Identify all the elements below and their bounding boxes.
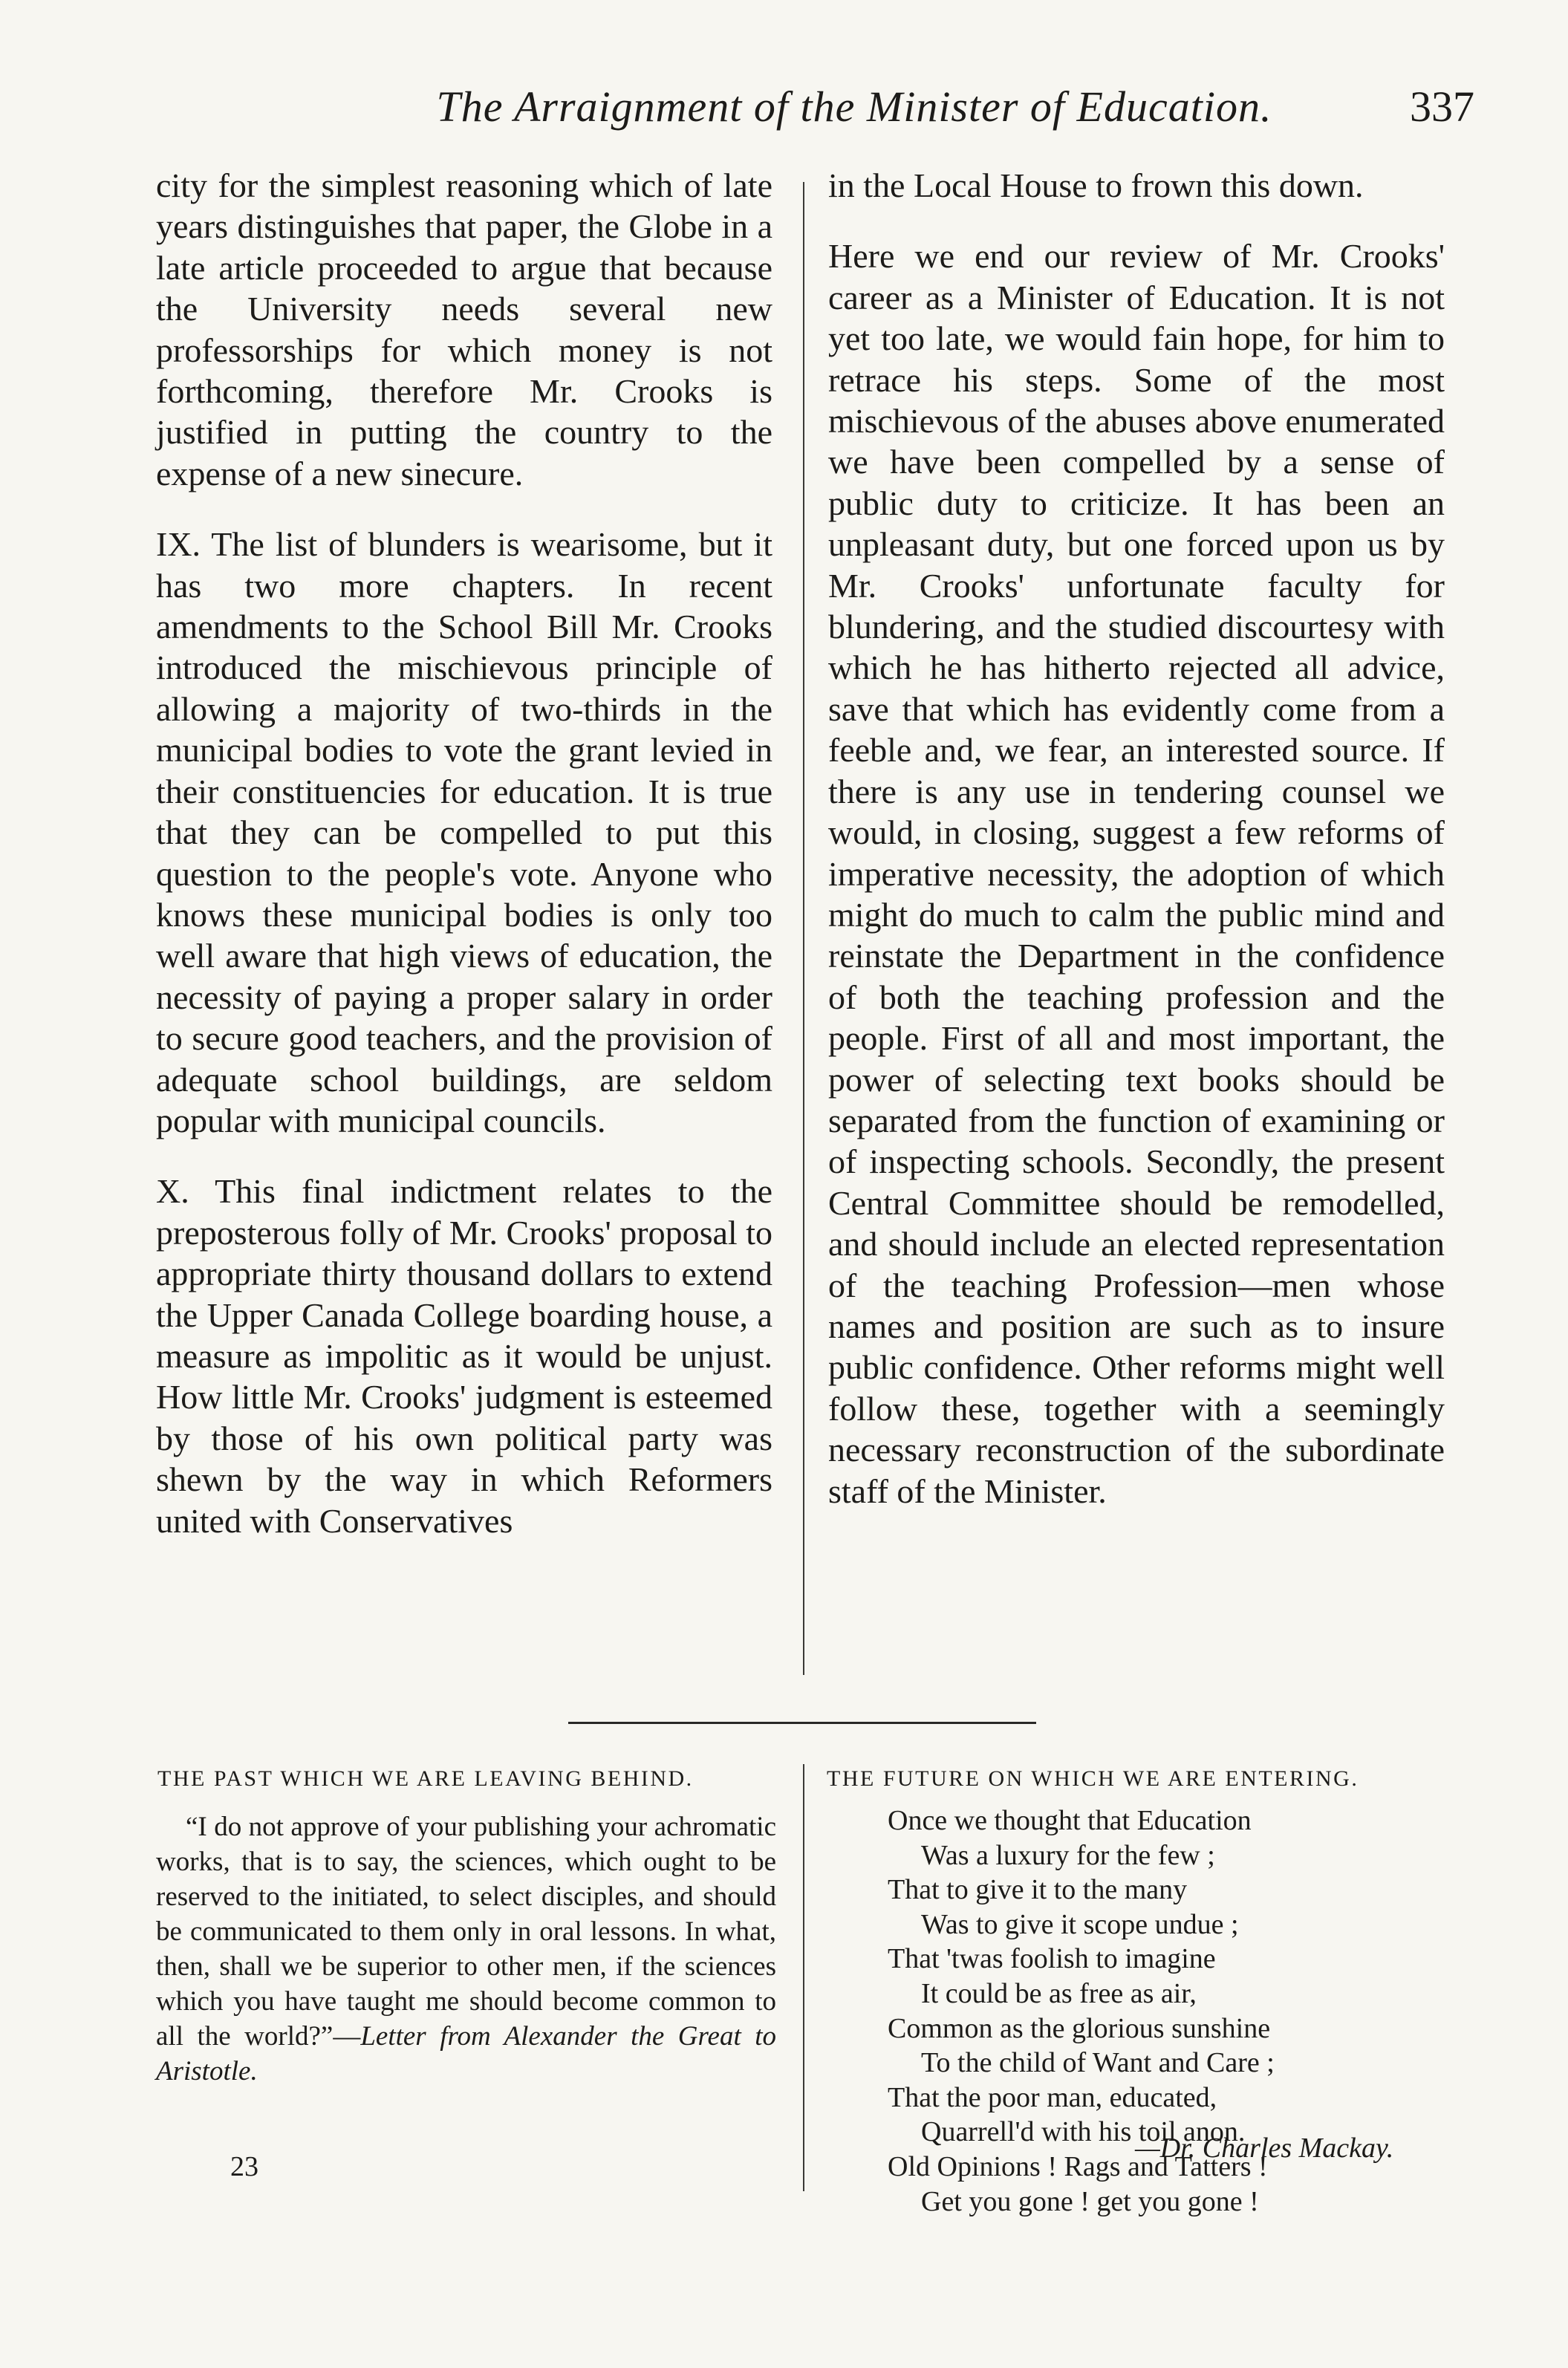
poem-line: It could be as free as air, <box>921 1977 1197 2009</box>
left-column <box>156 165 772 1541</box>
poem-line: That to give it to the many <box>888 1874 1188 1906</box>
quote-text: “I do not approve of your publishing your achromatic works, that is to say, the sciences, which ought to be reserved to the initiated, to select disciples, and should be communicated to them only in oral lessons. In what, then, shall we be superior to other men, if the sciences which you have taught me should become common to all the world?”— <box>156 1812 776 2052</box>
left-paragraph-1: city for the simplest reasoning which of late years distinguishes that paper, the Globe in a late article proceeded to argue that because the University needs several new professorships for which money is not forthcoming, therefore Mr. Crooks is justified in putting the country to the expense of a new sinecure. <box>156 166 772 492</box>
poem-line: Once we thought that Education <box>888 1805 1252 1836</box>
column-divider <box>803 182 804 1675</box>
poem-line: To the child of Want and Care ; <box>921 2047 1275 2079</box>
poem-attribution: —Dr. Charles Mackay. <box>1135 2133 1394 2164</box>
right-paragraph-2: Here we end our review of Mr. Crooks' career as a Minister of Education. It is not yet too late, we would fain hope, for him to retrace his steps. Some of the most mischievous of the abuses above enumerated we have been compelled by a sense of public duty to criticize. It has been an unpleasant duty, but one forced upon us by Mr. Crooks' unfortunate faculty for blundering, and the studied discourtesy with which he has hitherto rejected all advice, save that which has evidently come from a feeble and, we fear, an interested source. If there is any use in tendering counsel we would, in closing, suggest a few reforms of imperative necessity, the adoption of which might do much to calm the public mind and reinstate the Department in the confidence of both the teaching profession and the people. First of all and most important, the power of selecting text books should be separated from the function of examining or of inspecting schools. Secondly, the present Central Committee should be remodelled, and should include an elected representation of the teaching Profession—men whose names and position are such as to insure public confidence. Other reforms might well follow these, together with a seemingly necessary reconstruction of the subordinate staff of the Minister. <box>828 237 1445 1510</box>
poem-line: Old Opinions ! Rags and Tatters ! <box>888 2150 1268 2182</box>
past-quote <box>156 1809 776 2089</box>
page-number: 337 <box>1410 82 1474 131</box>
future-heading: THE FUTURE ON WHICH WE ARE ENTERING. <box>827 1766 1359 1791</box>
past-heading: THE PAST WHICH WE ARE LEAVING BEHIND. <box>157 1766 694 1791</box>
left-paragraph-3: X. This final indictment relates to the preposterous folly of Mr. Crooks' proposal to appropriate thirty thousand dollars to extend the Upper Canada College boarding house, a measure as impolitic as it would be unjust. How little Mr. Crooks' judgment is esteemed by those of his own political party was shewn by the way in which Reformers united with Conservatives <box>156 1172 772 1540</box>
quote-source: Letter from Alexander the Great to Aristotle. <box>156 2021 776 2086</box>
poem-line: Was a luxury for the few ; <box>921 1839 1215 1871</box>
poem-line: Was to give it scope undue ; <box>921 1908 1239 1940</box>
signature-mark: 23 <box>230 2151 258 2182</box>
poem-line: Quarrell'd with his toil anon. <box>921 2116 1246 2148</box>
footer-column-divider <box>803 1764 804 2191</box>
poem-line: That the poor man, educated, <box>888 2081 1217 2113</box>
left-paragraph-2: IX. The list of blunders is wearisome, but it has two more chapters. In recent amendments to the School Bill Mr. Crooks introduced the mischievous principle of allowing a majority of two-thirds in the municipal bodies to vote the grant levied in their constituencies for education. It is true that they can be compelled to put this question to the people's vote. Anyone who knows these municipal bodies is only too well aware that high views of education, the necessity of paying a proper salary in order to secure good teachers, and the provision of adequate school buildings, are seldom popular with municipal councils. <box>156 525 772 1139</box>
section-divider <box>568 1722 1036 1724</box>
right-column <box>828 165 1445 1512</box>
right-paragraph-1: in the Local House to frown this down. <box>828 166 1364 204</box>
poem-line: Common as the glorious sunshine <box>888 2012 1271 2044</box>
poem-line: That 'twas foolish to imagine <box>888 1943 1216 1975</box>
poem-line: Get you gone ! get you gone ! <box>921 2185 1259 2217</box>
running-head-title: The Arraignment of the Minister of Education. <box>436 82 1272 131</box>
